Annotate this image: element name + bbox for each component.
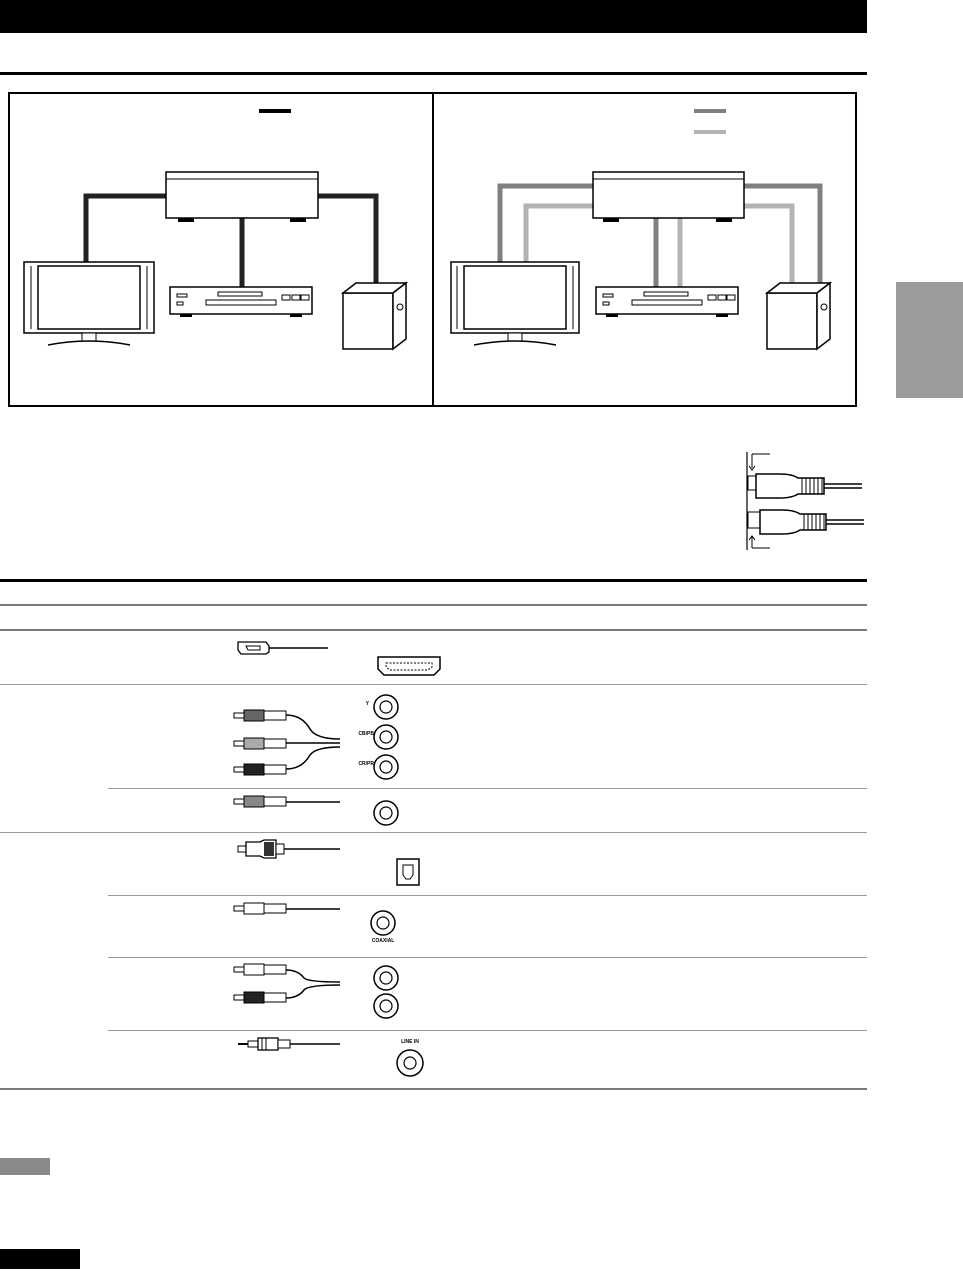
jack-label-y: Y — [365, 701, 369, 707]
av-receiver-icon — [593, 172, 744, 222]
rca-jack-icon — [372, 753, 400, 781]
table-header-bottom-rule — [0, 629, 867, 631]
component-video-rca-cable-icon — [232, 705, 344, 783]
group-divider — [0, 832, 867, 833]
rca-jack-icon — [372, 964, 400, 992]
tv-icon — [451, 262, 579, 345]
stereo-rca-cable-icon — [232, 962, 344, 1006]
mini-jack-icon — [394, 1047, 426, 1079]
coaxial-rca-cable-icon — [232, 901, 344, 917]
jack-label-line-in: LINE IN — [401, 1039, 419, 1045]
optical-plug-icon — [236, 838, 344, 862]
hdmi-plug-icon — [236, 638, 336, 658]
table-top-rule — [0, 579, 867, 582]
rca-jack-icon — [372, 992, 400, 1020]
row-divider — [108, 788, 867, 789]
rca-jack-icon — [369, 909, 397, 937]
rca-plug-insertion-icon — [740, 452, 870, 552]
right-connection-diagram — [0, 0, 963, 420]
table-header-rule — [0, 604, 867, 606]
row-divider — [108, 957, 867, 958]
row-divider — [108, 1030, 867, 1031]
hdmi-jack-icon — [376, 655, 446, 679]
optical-jack-icon — [395, 857, 423, 887]
note-tag — [0, 1158, 50, 1175]
rca-jack-icon — [372, 693, 400, 721]
jack-label-cr-pr: CR/PR — [358, 761, 374, 767]
jack-label-cb-pb: CB/PB — [358, 731, 374, 737]
row-divider — [108, 895, 867, 896]
subwoofer-icon — [767, 283, 830, 349]
group-divider — [0, 684, 867, 685]
rca-jack-icon — [372, 723, 400, 751]
jack-label-coaxial: COAXIAL — [371, 938, 395, 944]
composite-video-rca-cable-icon — [232, 794, 344, 810]
caution-tag — [0, 1249, 80, 1269]
rca-jack-icon — [372, 799, 400, 827]
table-bottom-rule — [0, 1088, 867, 1090]
mini-plug-cable-icon — [236, 1036, 344, 1052]
dvd-player-icon — [596, 287, 738, 317]
